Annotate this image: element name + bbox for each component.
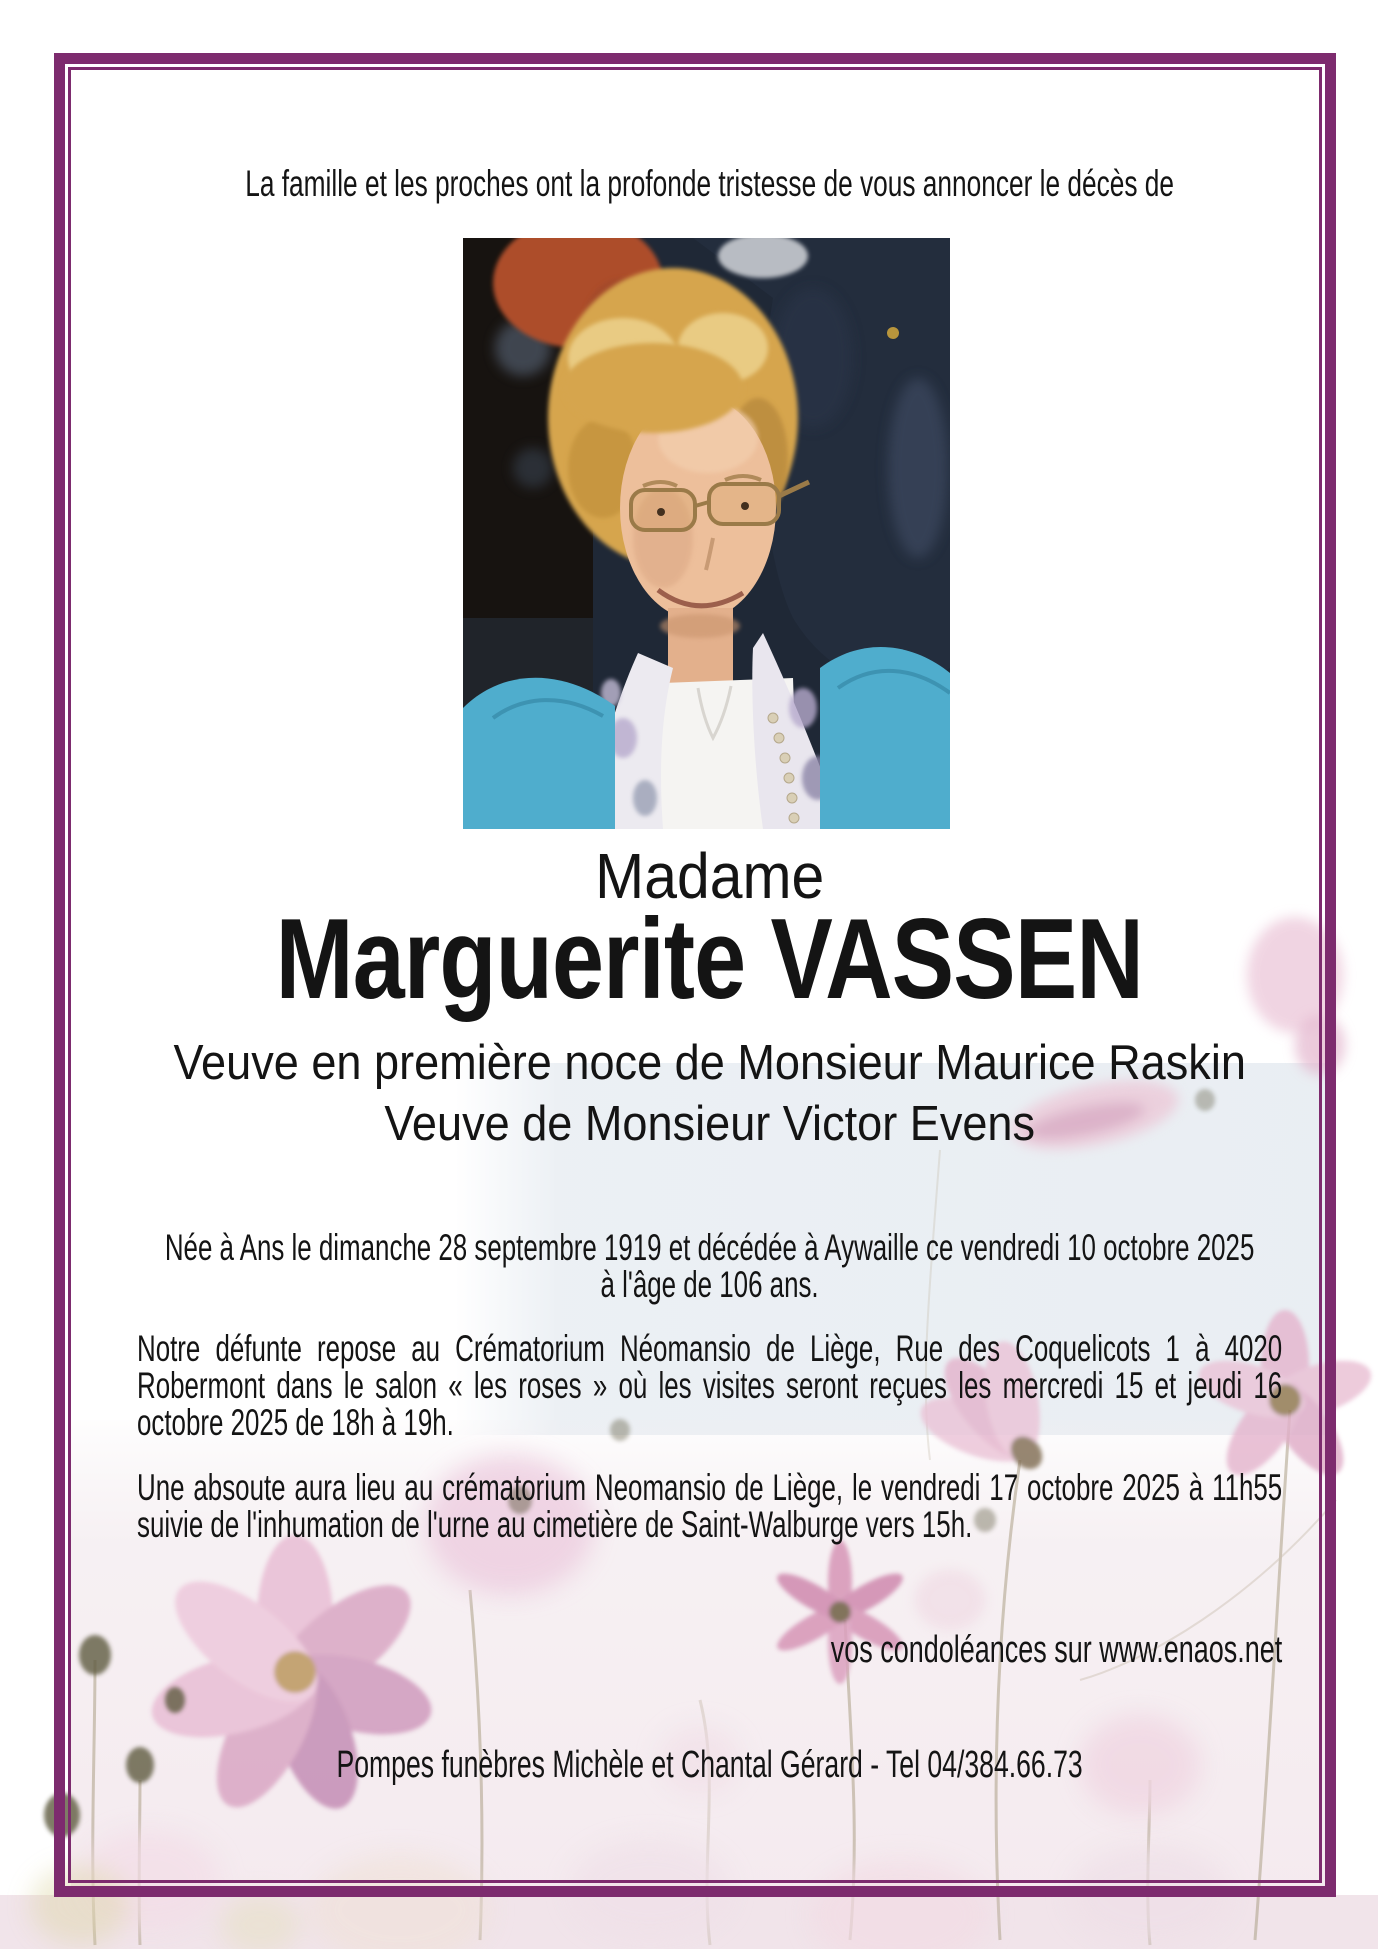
ceremony-paragraph — [137, 1469, 1282, 1543]
subtitle-block — [137, 1033, 1282, 1155]
condolences-line: vos condoléances sur www.enaos.net — [830, 1629, 1283, 1671]
ceremony-line-1: Une absoute aura lieu au crématorium Neomansio de Liège, le vendredi 17 octobre 2025 à 11h55 — [137, 1467, 1283, 1508]
repose-paragraph — [137, 1330, 1282, 1441]
funeral-home-footer: Pompes funèbres Michèle et Chantal Gérard - Tel 04/384.66.73 — [336, 1744, 1083, 1786]
repose-line-1: Notre défunte repose au Crématorium Néomansio de Liège, Rue des Coquelicots 1 à 4020 — [137, 1328, 1283, 1369]
subtitle-line-2: Veuve de Monsieur Victor Evens — [384, 1097, 1036, 1151]
subtitle-line-1: Veuve en première noce de Monsieur Maurice Raskin — [173, 1036, 1246, 1090]
birth-death-line-2: à l'âge de 106 ans. — [600, 1264, 819, 1305]
repose-line-2: Robermont dans le salon « les roses » où les visites seront reçues les mercredi 15 et jeudi 16 — [137, 1365, 1283, 1406]
deceased-name: Marguerite VASSEN — [275, 896, 1144, 1023]
repose-line-3: octobre 2025 de 18h à 19h. — [137, 1402, 454, 1443]
birth-death-line-1: Née à Ans le dimanche 28 septembre 1919 et décédée à Aywaille ce vendredi 10 octobre 2025 — [164, 1227, 1255, 1268]
birth-death-paragraph — [137, 1229, 1282, 1303]
portrait-photo — [463, 238, 950, 829]
ceremony-line-2: suivie de l'inhumation de l'urne au cimetière de Saint-Walburge vers 15h. — [137, 1504, 973, 1545]
title-madame: Madame — [595, 840, 825, 912]
intro-line: La famille et les proches ont la profonde tristesse de vous annoncer le décès de — [245, 163, 1174, 204]
